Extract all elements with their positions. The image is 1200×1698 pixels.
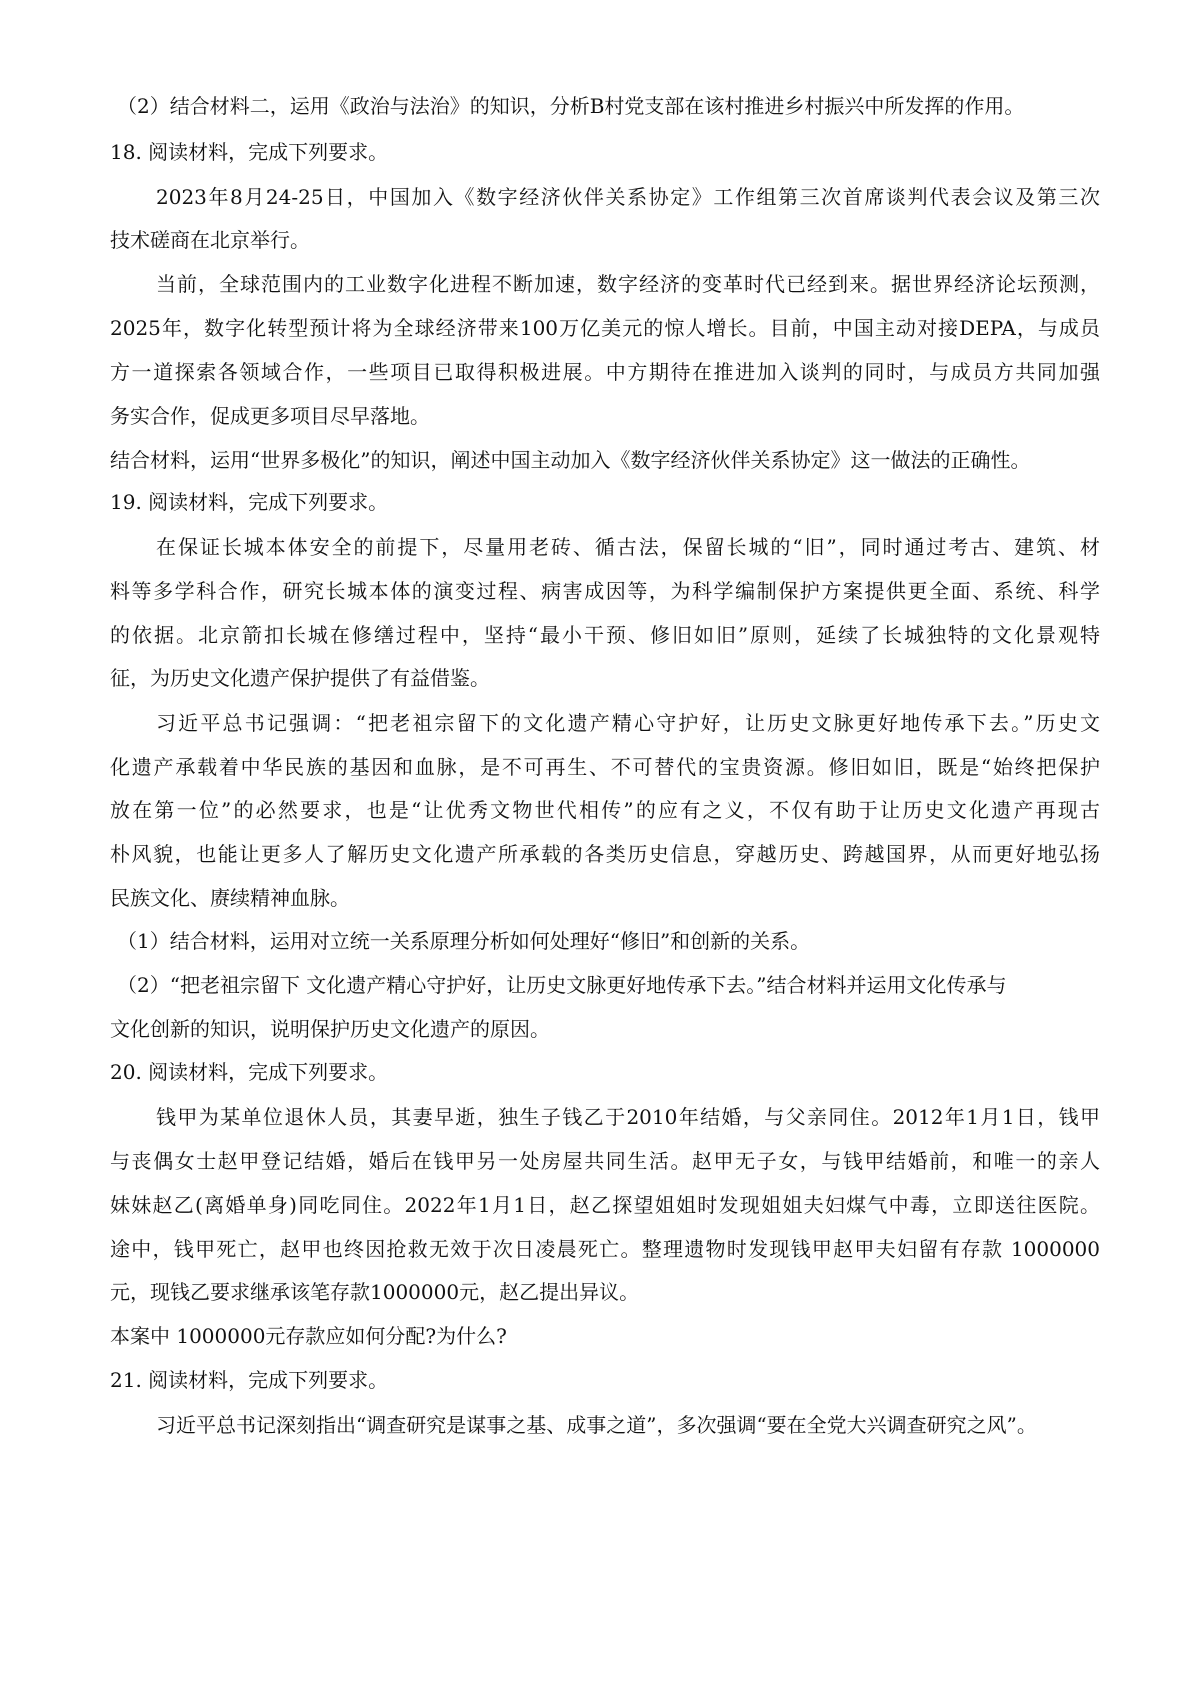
q20-material-line: 妹妹赵乙(离婚单身)同吃同住。2022年1月1日，赵乙探望姐姐时发现姐姐夫妇煤气中毒，立即送往医院。 [110, 1193, 1100, 1217]
q18-material-line: 2025年，数字化转型预计将为全球经济带来100万亿美元的惊人增长。目前，中国主动对接DEPA，与成员 [110, 316, 1100, 340]
q20-material-line: 钱甲为某单位退休人员，其妻早逝，独生子钱乙于2010年结婚，与父亲同住。2012年1月1日，钱甲 [156, 1105, 1100, 1129]
q19-sub1: （1）结合材料，运用对立统一关系原理分析如何处理好“修旧”和创新的关系。 [117, 929, 811, 953]
q18-question: 结合材料，运用“世界多极化”的知识，阐述中国主动加入《数字经济伙伴关系协定》这一做法的正确性。 [110, 448, 1031, 472]
q19-header: 19. 阅读材料，完成下列要求。 [110, 490, 389, 514]
q19-material-line: 料等多学科合作，研究长城本体的演变过程、病害成因等，为科学编制保护方案提供更全面、系统、科学 [110, 579, 1100, 603]
q18-material-line: 方一道探索各领域合作，一些项目已取得积极进展。中方期待在推进加入谈判的同时，与成员方共同加强 [110, 360, 1100, 384]
q21-header: 21. 阅读材料，完成下列要求。 [110, 1368, 389, 1392]
q20-header: 20. 阅读材料，完成下列要求。 [110, 1060, 389, 1084]
q21-material-line: 习近平总书记深刻指出“调查研究是谋事之基、成事之道”，多次强调“要在全党大兴调查研究之风”。 [156, 1413, 1037, 1437]
q20-material-line: 与丧偶女士赵甲登记结婚，婚后在钱甲另一处房屋共同生活。赵甲无子女，与钱甲结婚前，和唯一的亲人 [110, 1149, 1100, 1173]
q18-material-line: 2023年8月24-25日，中国加入《数字经济伙伴关系协定》工作组第三次首席谈判代表会议及第三次 [156, 185, 1100, 209]
q19-material-line: 习近平总书记强调：“把老祖宗留下的文化遗产精心守护好，让历史文脉更好地传承下去。”历史文 [156, 711, 1100, 735]
q19-material-line: 征，为历史文化遗产保护提供了有益借鉴。 [110, 666, 490, 690]
q18-material-line: 务实合作，促成更多项目尽早落地。 [110, 404, 430, 428]
q18-material-line: 当前，全球范围内的工业数字化进程不断加速，数字经济的变革时代已经到来。据世界经济论坛预测， [156, 272, 1100, 296]
q20-material-line: 元，现钱乙要求继承该笔存款1000000元，赵乙提出异议。 [110, 1280, 640, 1304]
q19-material-line: 化遗产承载着中华民族的基因和血脉，是不可再生、不可替代的宝贵资源。修旧如旧，既是“始终把保护 [110, 755, 1100, 779]
q19-material-line: 民族文化、赓续精神血脉。 [110, 886, 350, 910]
q19-material-line: 在保证长城本体安全的前提下，尽量用老砖、循古法，保留长城的“旧”，同时通过考古、建筑、材 [156, 535, 1100, 559]
q18-material-line: 技术磋商在北京举行。 [110, 228, 310, 252]
q19-material-line: 的依据。北京箭扣长城在修缮过程中，坚持“最小干预、修旧如旧”原则，延续了长城独特的文化景观特 [110, 623, 1100, 647]
q19-sub2-cont: 文化创新的知识，说明保护历史文化遗产的原因。 [110, 1017, 550, 1041]
q17-sub2: （2）结合材料二，运用《政治与法治》的知识，分析B村党支部在该村推进乡村振兴中所发挥的作用。 [117, 94, 1025, 118]
q19-material-line: 朴风貌，也能让更多人了解历史文化遗产所承载的各类历史信息，穿越历史、跨越国界，从而更好地弘扬 [110, 842, 1100, 866]
q19-material-line: 放在第一位”的必然要求，也是“让优秀文物世代相传”的应有之义，不仅有助于让历史文化遗产再现古 [110, 798, 1100, 822]
q20-material-line: 途中，钱甲死亡，赵甲也终因抢救无效于次日凌晨死亡。整理遗物时发现钱甲赵甲夫妇留有存款 1000000 [110, 1237, 1100, 1261]
q20-question: 本案中 1000000元存款应如何分配?为什么? [110, 1324, 507, 1348]
q18-header: 18. 阅读材料，完成下列要求。 [110, 140, 389, 164]
q19-sub2: （2）“把老祖宗留下 文化遗产精心守护好，让历史文脉更好地传承下去。”结合材料并运用文化传承与 [117, 973, 1007, 997]
